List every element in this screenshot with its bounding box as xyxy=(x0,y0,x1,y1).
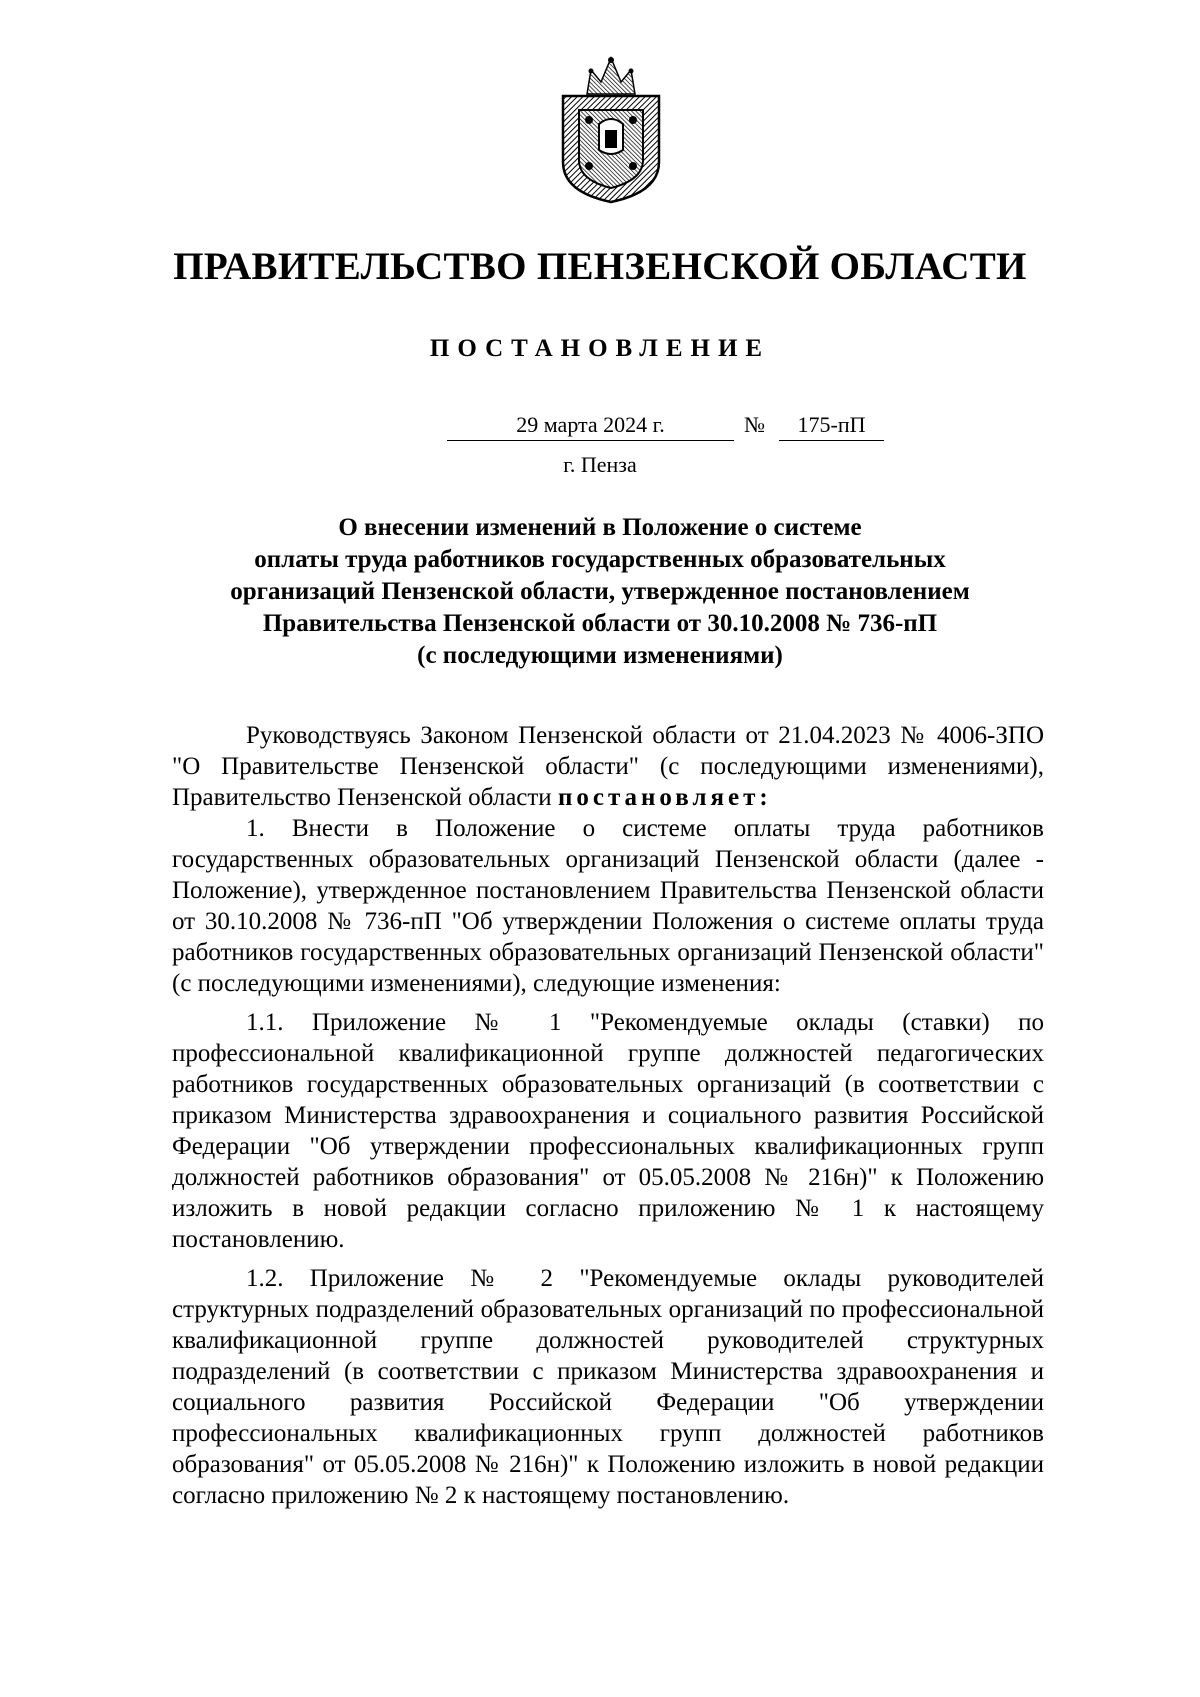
heading-line: организаций Пензенской области, утвержденное постановлением xyxy=(230,578,970,605)
preamble-text: Руководствуясь Законом Пензенской области от 21.04.2023 № 4006-ЗПО "О Правительстве Пензенской области" (с последующими изменениями), Правительство Пензенской области xyxy=(172,722,1044,811)
preamble-paragraph xyxy=(172,720,1044,813)
heading-line: (с последующими изменениями) xyxy=(417,642,783,669)
heading-line: О внесении изменений в Положение о системе xyxy=(338,514,862,541)
paragraph-1-2: 1.2. Приложение № 2 "Рекомендуемые оклады руководителей структурных подразделений образовательных организаций по профессиональной квалификационной группе должностей руководителей структурных подразделений (в соответствии с приказом Министерства здравоохранения и социального развития Российской Федерации "Об утверждении профессиональных квалификационных групп должностей работников образования" от 05.05.2008 № 216н)" к Положению изложить в новой редакции согласно приложению № 2 к настоящему постановлению. xyxy=(172,1265,1044,1509)
document-date: 29 марта 2024 г. xyxy=(447,410,734,441)
paragraph-1: 1. Внести в Положение о системе оплаты труда работников государственных образовательных организаций Пензенской области (далее - Положение), утвержденное постановлением Правительства Пензенской области от 30.10.2008 № 736-пП "Об утверждении Положения о системе оплаты труда работников государственных образовательных организаций Пензенской области" (с последующими изменениями), следующие изменения: xyxy=(172,815,1044,997)
government-name: ПРАВИТЕЛЬСТВО ПЕНЗЕНСКОЙ ОБЛАСТИ xyxy=(173,245,1027,288)
city-name: г. Пенза xyxy=(563,452,637,477)
heading-line: Правительства Пензенской области от 30.10.2008 № 736-пП xyxy=(262,610,938,637)
document-number: 175-пП xyxy=(779,410,884,441)
decree-word: постановляет: xyxy=(557,784,772,811)
document-body xyxy=(172,720,1044,1511)
number-sign: № xyxy=(744,412,765,437)
document-type: ПОСТАНОВЛЕНИЕ xyxy=(429,335,771,362)
document-heading xyxy=(200,512,1000,672)
heading-line: оплаты труда работников государственных образовательных xyxy=(254,546,946,573)
coat-of-arms-icon xyxy=(557,54,665,204)
paragraph-1-1: 1.1. Приложение № 1 "Рекомендуемые оклады (ставки) по профессиональной квалификационной группе должностей педагогических работников государственных образовательных организаций (в соответствии с приказом Министерства здравоохранения и социального развития Российской Федерации "Об утверждении профессиональных квалификационных групп должностей работников образования" от 05.05.2008 № 216н)" к Положению изложить в новой редакции согласно приложению № 1 к настоящему постановлению. xyxy=(172,1009,1044,1253)
